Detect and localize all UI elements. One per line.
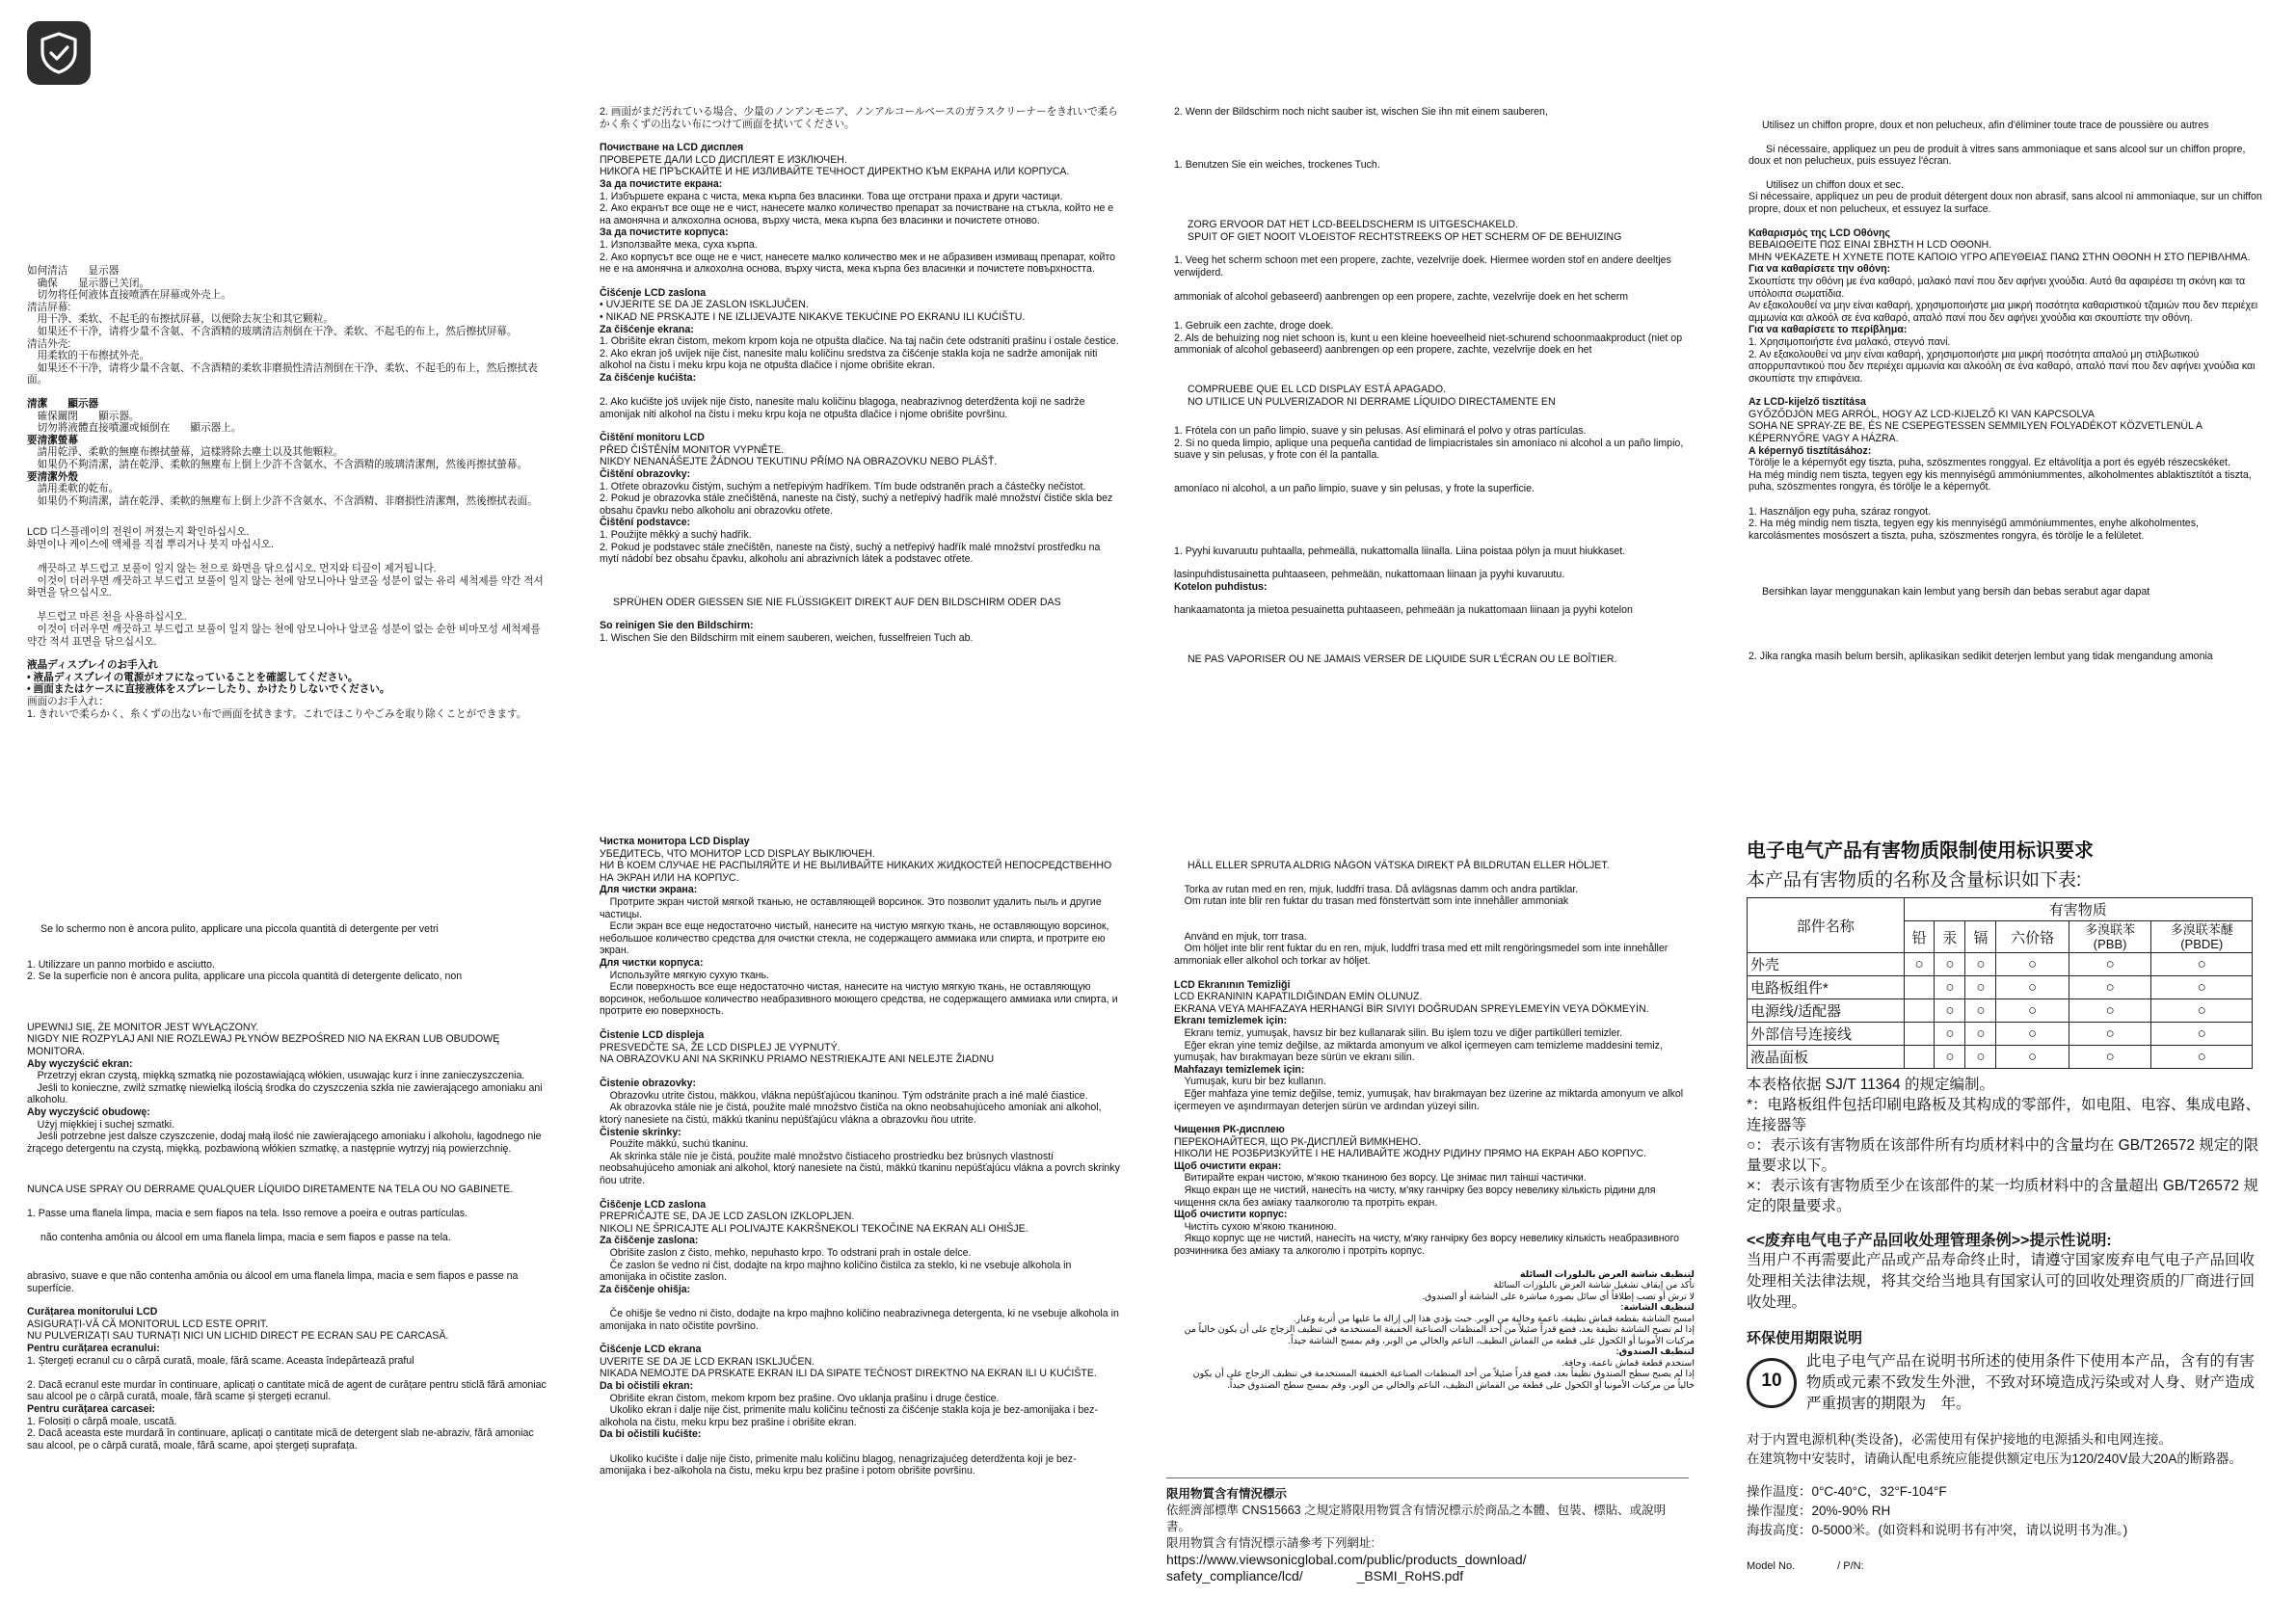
rohs-note: 本表格依据 SJ/T 11364 的规定编制。	[1747, 1077, 1994, 1093]
rohs-mark: ○	[1904, 953, 1935, 976]
es-warning: COMPRUEBE QUE EL LCD DISPLAY ESTÁ APAGADO. NO UTILICE UN PULVERIZADOR NI DERRAME LÍQUIDO DIRECTAMENTE EN	[1188, 383, 1556, 408]
rohs-sub-pbde: 多溴联苯醚 (PBDE)	[2151, 921, 2253, 953]
fi-step-1: 1. Pyyhi kuvaruutu puhtaalla, pehmeällä, nukattomalla liinalla. Liina poistaa pölyn ja muut hiukkaset.	[1174, 545, 1626, 557]
shield-logo	[27, 21, 91, 85]
table-row	[1748, 953, 2253, 976]
table-row	[1748, 1023, 2253, 1046]
rohs-mark: ○	[1965, 1023, 1996, 1046]
sv-screen: Torka av rutan med en ren, mjuk, luddfri trasa. Då avlägsnas damm och andra partiklar. Om rutan inte blir ren fuktar du trasan med fönstertvätt som inte innehåller ammoniak	[1174, 883, 1579, 908]
fr-screen-1: Utilisez un chiffon propre, doux et non pelucheux, afin d'éliminer toute trace de poussière ou autres	[1762, 120, 2209, 131]
rohs-mark: ○	[2151, 976, 2253, 999]
rohs-part: 电源线/适配器	[1748, 999, 1905, 1023]
env-body: 此电子电气产品在说明书所述的使用条件下使用本产品，含有的有害物质或元素不致发生外泄，不致对环境造成污染或对人身、财产造成严重损害的期限为 年。	[1806, 1353, 2256, 1412]
rohs-mark: ○	[2069, 953, 2151, 976]
rohs-mark: ○	[2069, 976, 2151, 999]
power-notes	[1747, 1430, 2267, 1469]
rohs-mark: ○	[2151, 953, 2253, 976]
tw-bsmi-url-1: https://www.viewsonicglobal.com/public/products_download/	[1166, 1552, 1527, 1567]
de-case-1: 1. Benutzen Sie ein weiches, trockenes Tuch.	[1174, 158, 1380, 171]
ro-cleaning: Curățarea monitorului LCD ASIGURAȚI-VĂ CĂ MONITORUL LCD ESTE OPRIT. NU PULVERIZAȚI SAU TURNAȚI NICI UN LICHID DIRECT PE ECRAN SAU PE CARCASĂ. Pentru curățarea ecranului: 1. Ștergeți ecranul cu o cârpă curată, moale, fără scame. Aceasta îndepărtează praful 2. Dacă ecranul este murdar în continuare, aplicați o cantitate mică de agent de curățare pentru sticlă fără amoniac sau alcool pe o cârpă curată, moale, fără scame și ștergeți ecranul. Pentru curățarea carcasei: 1. Folosiți o cârpă moale, uscată. 2. Dacă aceasta este murdară în continuare, aplicați o cantitate mică de detergent slab ne-abraziv, fără amoniac sau alcool, pe o cârpă curată, moale, fără scame, apoi ștergeți suprafața.	[27, 1306, 547, 1451]
rohs-mark: ○	[1965, 976, 1996, 999]
rohs-mark: ○	[1965, 953, 1996, 976]
rohs-sub-pb: 铅	[1904, 921, 1935, 953]
rohs-mark	[1904, 976, 1935, 999]
sv-warning: HÄLL ELLER SPRUTA ALDRIG NÅGON VÄTSKA DIREKT PÅ BILDRUTAN ELLER HÖLJET.	[1188, 860, 1610, 871]
rohs-mark	[1904, 1023, 1935, 1046]
rohs-part: 外壳	[1748, 953, 1905, 976]
recycle-title: <<废弃电气电子产品回收处理管理条例>>提示性说明:	[1747, 1233, 2112, 1249]
column-3-top	[1174, 106, 1695, 677]
column-3-bottom	[1174, 860, 1695, 1402]
pt-step-2: não contenha amônia ou álcool em uma flanela limpa, macia e sem fiapos e passe na tela.	[40, 1231, 451, 1243]
rohs-mark: ○	[1935, 976, 1965, 999]
power-note: 对于内置电源机种(类设备)，必需使用有保护接地的电源插头和电网连接。	[1747, 1432, 2172, 1447]
rohs-part: 电路板组件*	[1748, 976, 1905, 999]
pt-step-3: abrasivo, suave e que não contenha amônia ou álcool em uma flanela limpa, macia e sem fiapos e passe na superfície.	[27, 1270, 519, 1294]
rohs-mark: ○	[1996, 953, 2069, 976]
power-note: 在建筑物中安装时，请确认配电系统应能提供额定电压为120/240V最大20A的断路器。	[1747, 1451, 2242, 1466]
rohs-mark: ○	[1935, 953, 1965, 976]
ja-cleaning: 液晶ディスプレイのお手入れ • 液晶ディスプレイの電源がオフになっていることを確認してください。 • 画面またはケースに直接液体をスプレーしたり、かけたりしないでください。 画面のお手入れ： 1. きれいで柔らかく、糸くずの出ない布で画面を拭きます。これでほこりやごみを取り除くことができます。	[27, 659, 527, 720]
rohs-notes	[1747, 1075, 2267, 1216]
tw-bsmi-line-1: 依經濟部標準 CNS15663 之規定將限用物質含有情況標示於商品之本體、包裝、標貼、或說明書。	[1166, 1504, 1667, 1533]
el-cleaning: Καθαρισμός της LCD Οθόνης ΒΕΒΑΙΩΘΕΙΤΕ ΠΩΣ ΕΙΝΑΙ ΣΒΗΣΤΗ Η LCD ΟΘΟΝΗ. ΜΗΝ ΨΕΚΑΖΕΤΕ Η ΧΥΝΕΤΕ ΠΟΤΕ ΚΑΠΟΙΟ ΥΓΡΟ ΑΠΕΥΘΕΙΑΣ ΠΑΝΩ ΣΤΗΝ ΟΘΟΝΗ Η ΣΤΟ ΠΕΡΙΒΛΗΜΑ. Για να καθαρίσετε την οθόνη: Σκουπίστε την οθόνη με ένα καθαρό, μαλακό πανί που δεν αφήνει χνούδια. Αυτό θα αφαιρέσει τη σκόνη και τα υπόλοιπα σωματίδια. Αν εξακολουθεί να μην είναι καθαρή, χρησιμοποιήστε μια μικρή ποσότητα καθαριστικού τζαμιών που δεν περιέχει αμμωνία και αλκοόλ σε ένα καθαρό, απαλό πανί που δεν αφήνει χνούδια και σκουπίστε την οθόνη. Για να καθαρίσετε το περίβλημα: 1. Χρησιμοποιήστε ένα μαλακό, στεγνό πανί. 2. Αν εξακολουθεί να μην είναι καθαρή, χρησιμοποιήστε μια μικρή ποσότητα απαλού μη στιλβωτικού απορρυπαντικού που δεν περιέχει αμμωνία και αλκοόλη σε ένα καθαρό, απαλό πανί που δεν αφήνει χνούδια και σκουπίστε την επιφάνεια.	[1749, 226, 2258, 385]
zh-cn-cleaning: 如何清洁 显示器 确保 显示器已关闭。 切勿将任何液体直接喷洒在屏幕或外壳上。 清洁屏幕: 用干净、柔软、不起毛的布擦拭屏幕，以便除去灰尘和其它颗粒。 如果还不干净，请将少量不含氨、不含酒精的玻璃清洁剂倒在干净、柔软、不起毛的布上，然后擦拭屏幕。 清洁外壳: 用柔软的干布擦拭外壳。 如果还不干净，请将少量不含氨、不含酒精的柔软非磨损性清洁剂倒在干净、柔软、不起毛的布上，然后擦拭表面。	[27, 265, 538, 386]
nl-warning: ZORG ERVOOR DAT HET LCD-BEELDSCHERM IS UITGESCHAKELD. SPUIT OF GIET NOOIT VLOEISTOF RECHTSTREEKS OP HET SCHERM OF DE BEHUIZING	[1188, 219, 1622, 243]
table-row	[1748, 1046, 2253, 1069]
pt-step-1: 1. Passe uma flanela limpa, macia e sem fiapos na tela. Isso remove a poeira e outras partículas.	[27, 1207, 467, 1219]
rohs-part: 液晶面板	[1748, 1046, 1905, 1069]
de-step-2: 2. Wenn der Bildschirm noch nicht sauber ist, wischen Sie ihn mit einem sauberen,	[1174, 106, 1548, 118]
rohs-mark: ○	[2151, 1023, 2253, 1046]
bg-cleaning: Почистване на LCD дисплея ПРОВЕРЕТЕ ДАЛИ LCD ДИСПЛЕЯТ Е ИЗКЛЮЧЕН. НИКОГА НЕ ПРЪСКАЙТЕ И НЕ ИЗЛИВАЙТЕ ТЕЧНОСТ ДИРЕКТНО КЪМ ЕКРАНА ИЛИ КОРПУСА. За да почистите екрана: 1. Избършете екрана с чиста, мека кърпа без власинки. Това ще отстрани праха и други частици. 2. Ако екранът все още не е чист, нанесете малко количество препарат за почистване на стъкла, който не е на амонячна и алкохолна основа, върху чиста, мека кърпа без власинки и почистете отново. За да почистите корпуса: 1. Използвайте мека, суха кърпа. 2. Ако корпусът все още не е чист, нанесете малко количество мек и не абразивен измиващ препарат, който не е на амонячна и алкохолна основа, върху чиста, мека кърпа без власинки и почистете повърхността.	[600, 142, 1116, 276]
sk-cleaning: Čistenie LCD displeja PRESVEDČTE SA, ŽE LCD DISPLEJ JE VYPNUTÝ. NA OBRAZOVKU ANI NA SKRINKU PRIAMO NESTRIEKAJTE ANI NELEJTE ŽIADNU Čistenie obrazovky: Obrazovku utrite čistou, mäkkou, vláknа nepúšťajúcou tkaninou. Tým odstránite prach a iné malé čiastice. Ak obrazovka stále nie je čistá, použite malé množstvo čističa na okno neobsahujúceho amoniak ani alkohol, ktorý nanesiete na čistú, mäkkú tkaninu nepúšťajúcu vlákna a obrazovku ňou utrite. Čistenie skrinky: Použite mäkkú, suchú tkaninu. Ak skrinka stále nie je čistá, použite malé množstvo čistiaceho prostriedku bez brúsnych vlastností neobsahujúceho amoniak ani alkohol, ktorý nanesiete na čistú, mäkkú tkaninu nepúšťajúcu vlákna a povrch skrinky ňou utrite.	[600, 1028, 1120, 1187]
de-warning: SPRÜHEN ODER GIESSEN SIE NIE FLÜSSIGKEIT DIREKT AUF DEN BILDSCHIRM ODER DAS	[613, 596, 1061, 608]
op-temp: 操作温度：0°C-40°C，32°F-104°F	[1747, 1484, 1947, 1499]
cs-cleaning: Čištění monitoru LCD PŘED ČIŠTĚNÍM MONITOR VYPNĚTE. NIKDY NENANÁŠEJTE ŽÁDNOU TEKUTINU PŘÍMO NA OBRAZOVKU NEBO PLÁŠŤ. Čištění obrazovky: 1. Otřete obrazovku čistým, suchým a netřepivým hadříkem. Tím bude odstraněn prach a částečky nečistot. 2. Pokud je obrazovka stále znečištěná, naneste na čistý, suchý a netřepivý hadřík malé množství čističe skla bez obsahu čpavku nebo alkoholu ani obrazovku otřete. Čištění podstavce: 1. Použijte měkký a suchý hadřík. 2. Pokud je podstavec stále znečištěn, naneste na čistý, suchý a netřepivý hadřík malé množství prostředku na mytí nádobí bez obsahu čpavku, alkoholu ani abrazivních látek a podstavec otřete.	[600, 432, 1113, 566]
tw-bsmi-box	[1166, 1478, 1689, 1602]
ru-cleaning: Чистка монитора LCD Display УБЕДИТЕСЬ, ЧТО МОНИТОР LCD DISPLAY ВЫКЛЮЧЕН. НИ В КОЕМ СЛУЧАЕ НЕ РАСПЫЛЯЙТЕ И НЕ ВЫЛИВАЙТЕ НИКАКИХ ЖИДКОСТЕЙ НЕПОСРЕДСТВЕННО НА ЭКРАН ИЛИ НА КОРПУС. Для чистки экрана: Протрите экран чистой мягкой тканью, не оставляющей ворсинок. Это позволит удалить пыль и другие частицы. Если экран все еще недостаточно чистый, нанесите на чистую мягкую ткань, не оставляющую ворсинок, небольшое количество средства для очистки стекла, не содержащего аммиака или спирта, и протрите ею экран. Для чистки корпуса: Используйте мягкую сухую ткань. Если поверхность все еще недостаточно чистая, нанесите на чистую мягкую ткань, не оставляющую ворсинок, небольшое количество неабразивного моющего средства, не содержащего аммиака или спирта, и протрите ею поверхность.	[600, 836, 1118, 1018]
sr-cleaning: Čišćenje LCD ekrana UVERITE SE DA JE LCD EKRAN ISKLJUČEN. NIKADA NEMOJTE DA PRSKATE EKRAN ILI DA SIPATE TEČNOST DIREKTNO NA EKRAN ILI U KUĆIŠTE. Da bi očistili ekran: Obrišite ekran čistom, mekom krpom bez prašine. Ovo uklanja prašinu i druge čestice. Ukoliko ekran i dalje nije čist, primenite malu količinu tečnosti za čišćenje stakla koja je bez-amonijaka i bez-alkohola na čistu, meku krpu bez prašine i obrišite ekran. Da bi očistili kućište: Ukoliko kućište i dalje nije čisto, primenite malu količinu blagog, nenagrizajućeg deterdženta koji je bez-amonijaka i bez-alkohola na čistu, meku krpu bez prašine i potom obrišite površinu.	[600, 1344, 1098, 1478]
nl-step-2: ammoniak of alcohol gebaseerd) aanbrengen op een propere, zachte, vezelvrije doek en het scherm	[1174, 290, 1629, 303]
es-case: amoníaco ni alcohol, a un paño limpio, suave y sin pelusas, y frote la superficie.	[1174, 482, 1535, 494]
hr-cleaning: Čišćenje LCD zaslona • UVJERITE SE DA JE ZASLON ISKLJUČEN. • NIKAD NE PRSKAJTE I NE IZLIJEVAJTE NIKAKVE TEKUĆINE PO EKRANU ILI KUĆIŠTU. Za čišćenje ekrana: 1. Obrišite ekran čistom, mekom krpom koja ne otpušta dlačice. Na taj način ćete odstraniti prašinu i ostale čestice. 2. Ako ekran još uvijek nije čist, nanesite malu količinu sredstva za čišćenje stakla koja ne sadrže amonijak niti alkohol na čistu i meku krpu koja ne otpušta dlačice i njome obrišite ekran. Za čišćenje kućišta: 2. Ako kućište još uvijek nije čisto, nanesite malu količinu blagoga, neabrazivnog deterdženta koji ne sadrže amonijak niti alkohol na čistu i meku krpu koja ne otpušta dlačice i njome obrišite površinu.	[600, 286, 1119, 420]
rohs-header-part: 部件名称	[1748, 898, 1905, 953]
shield-check-icon	[38, 31, 80, 75]
operating-specs	[1747, 1482, 2267, 1540]
rohs-mark: ○	[2151, 999, 2253, 1023]
table-row	[1748, 999, 2253, 1023]
rohs-mark: ○	[1965, 999, 1996, 1023]
rohs-mark: ○	[1996, 999, 2069, 1023]
uk-cleaning: Чищення РК-дисплею ПЕРЕКОНАЙТЕСЯ, ЩО РК-ДИСПЛЕЙ ВИМКНЕНО. НІКОЛИ НЕ РОЗБРИЗКУЙТЕ І НЕ НАЛИВАЙТЕ ЖОДНУ РІДИНУ ПРЯМО НА ЕКРАН АБО КОРПУС. Щоб очистити екран: Витирайте екран чистою, м'якою тканиною без ворсу. Це знімає пил таінші частички. Якщо екран ще не чистий, нанесіть на чисту, м'яку ганчірку без ворсу невелику кількість рідини для чищення скла без аміаку таалкоголю та протріть екран. Щоб очистити корпус: Чистіть сухою м'якою тканиною. Якщо корпус ще не чистий, нанесіть на чисту, м'яку ганчірку без ворсу невелику кількість неабразивного розчинника без аміаку та алкоголю і протріть корпус.	[1174, 1124, 1680, 1258]
rohs-mark	[1904, 1046, 1935, 1069]
rohs-mark: ○	[1935, 1023, 1965, 1046]
fi-case: hankaamatonta ja mietoa pesuainetta puhtaaseen, pehmeään ja nukattomaan liinaan ja pyyhi kotelon	[1174, 604, 1633, 617]
epup-10-icon: 10	[1747, 1358, 1797, 1408]
column-2-top	[600, 106, 1120, 656]
rohs-sub-cr6: 六价铬	[1996, 921, 2069, 953]
id-case: 2. Jika rangka masih belum bersih, aplikasikan sedikit deterjen lembut yang tidak mengandung amonia	[1749, 651, 2213, 662]
hu-cleaning: Az LCD-kijelző tisztítása GYŐZŐDJÖN MEG ARRÓL, HOGY AZ LCD-KIJELZŐ KI VAN KAPCSOLVA SOHA NE SPRAY-ZE BE, ÉS NE CSEPEGTESSEN SEMMILYEN FOLYADÉKOT KÖZVETLENÜL A KÉPERNYŐRE VAGY A HÁZRA. A képernyő tisztításához: Törölje le a képernyőt egy tiszta, puha, szöszmentes ronggyal. Ez eltávolítja a port és egyéb részecskéket. Ha még mindig nem tiszta, tegyen egy kis mennyiségű ammóniummentes, alkoholmentes ablaktisztítót a tiszta, puha, szöszmentes rongyra, és törölje le a képernyőt. 1. Használjon egy puha, száraz rongyot. 2. Ha még mindig nem tiszta, tegyen egy kis mennyiségű ammóniummentes, enyhe alkoholmentes, karcolásmentes mosószert a tiszta, puha, szöszmentes rongyra, és törölje le a felületet.	[1749, 396, 2252, 542]
rohs-sub-hg: 汞	[1935, 921, 1965, 953]
env-row	[1747, 1351, 2267, 1415]
rohs-mark: ○	[1996, 976, 2069, 999]
tw-bsmi-title: 限用物質含有情況標示	[1166, 1487, 1288, 1501]
rohs-mark	[1904, 999, 1935, 1023]
rohs-section	[1747, 835, 2267, 1573]
nl-case: 1. Gebruik een zachte, droge doek. 2. Als de behuizing nog niet schoon is, kunt u een kleine hoeveelheid niet-schurend schoonmaakproduct (niet op ammoniak of alcohol gebaseerd) aanbrengen op een propere, zachte, vezelvrije doek en het	[1174, 320, 1683, 357]
rohs-mark: ○	[2151, 1046, 2253, 1069]
rohs-note: ×：表示该有害物质至少在该部件的某一均质材料中的含量超出 GB/T26572 规定的限量要求。	[1747, 1178, 2258, 1214]
rohs-mark: ○	[1935, 999, 1965, 1023]
zh-tw-cleaning: 清潔 顯示器 確保關閉 顯示器。 切勿將液體直接噴灑或傾倒在 顯示器上。 要清潔螢幕 請用乾淨、柔軟的無塵布擦拭螢幕，這樣將除去塵土以及其他顆粒。 如果仍不夠清潔，請在乾淨、柔軟的無塵布上倒上少許不含氨水、不含酒精的玻璃清潔劑，然後再擦拭螢幕。 要清潔外殼 請用柔軟的乾布。 如果仍不夠清潔，請在乾淨、柔軟的無塵布上倒上少許不含氨水、不含酒精、非磨損性清潔劑，然後擦拭表面。	[27, 397, 538, 507]
op-altitude: 海拔高度：0-5000米。(如资料和说明书有冲突，请以说明书为准。)	[1747, 1523, 2128, 1537]
op-humidity: 操作湿度：20%-90% RH	[1747, 1504, 1891, 1518]
de-screen: So reinigen Sie den Bildschirm: 1. Wischen Sie den Bildschirm mit einem sauberen, weichen, fusselfreien Tuch ab.	[600, 620, 974, 644]
rohs-note: *：电路板组件包括印刷电路板及其构成的零部件，如电阻、电容、集成电路、连接器等	[1747, 1097, 2261, 1133]
fr-warning: NE PAS VAPORISER OU NE JAMAIS VERSER DE LIQUIDE SUR L'ÉCRAN OU LE BOÎTIER.	[1188, 652, 1617, 665]
ar-cleaning: لتنظيف شاشة العرض بالبلورات السائلة تأكد من إيقاف تشغيل شاشة العرض بالبلورات السائلة لا ترش أو تصب إطلاقاً أي سائل بصورة مباشرة على الشاشة أو الصندوق. لتنظيف الشاشة: امسح الشاشة بقطعة قماش نظيفة، ناعمة وخالية من الوبر. حيث يؤدي هذا إلى إزالة ما عليها من أتربة وغبار. إذا لم تصبح الشاشة نظيفة بعد، فضع قدراً ضئيلاً من أحد المنظفات الصناعية الخفيفة المستخدمة في تنظيف الزجاج على أن يكون خالياً من مركبات الأمونيا أو الكحول على قطعة من القماش النظيف، الناعم والخالي من الوبر، وقم بمسح الشاشة جيداً. لتنظيف الصندوق: استخدم قطعة قماش ناعمة، وجافة. إذا لم يصبح سطح الصندوق نظيفاً بعد، فضع قدراً ضئيلاً من أحد المنظفات الصناعية الخفيفة المستخدمة في تنظيف الزجاج على أن يكون خالياً من مركبات الأمونيا أو الكحول على قطعة من القماش النظيف، الناعم والخالي من الوبر، وقم بمسح سطح الصندوق جيداً.	[1184, 1268, 1695, 1391]
sl-cleaning: Čiščenje LCD zaslona PREPRIČAJTE SE, DA JE LCD ZASLON IZKLOPLJEN. NIKOLI NE ŠPRICAJTE ALI POLIVAJTE KAKRŠNEKOLI TEKOČINE NA EKRAN ALI OHIŠJE. Za čiščenje zaslona: Obrišite zaslon z čisto, mehko, nepuhasto krpo. To odstrani prah in ostale delce. Če zaslon še vedno ni čist, dodajte na krpo majhno količino čistilca za steklo, ki ne vsebuje alkohola in amonijaka in očistite zaslon. Za čiščenje ohišja: Če ohišje še vedno ni čisto, dodajte na krpo majhno količino neabrazivnega detergenta, ki ne vsebuje alkohola in amonijaka in nato očistite površino.	[600, 1198, 1119, 1332]
id-screen: Bersihkan layar menggunakan kain lembut yang bersih dan bebas serabut agar dapat	[1762, 586, 2150, 599]
column-4-top	[1749, 120, 2269, 675]
rohs-part: 外部信号连接线	[1748, 1023, 1905, 1046]
nl-step-1: 1. Veeg het scherm schoon met een propere, zachte, vezelvrije doek. Hiermee worden stof en andere deeltjes verwijderd.	[1174, 254, 1671, 279]
it-cleaning: Se lo schermo non è ancora pulito, applicare una piccola quantità di detergente per vetri	[40, 923, 439, 935]
tw-bsmi-line-2: 限用物質含有情況標示請參考下列網址:	[1166, 1536, 1375, 1550]
column-1-top	[27, 265, 547, 732]
rohs-mark: ○	[2069, 999, 2151, 1023]
rohs-mark: ○	[1935, 1046, 1965, 1069]
rohs-mark: ○	[1965, 1046, 1996, 1069]
recycle-body: 当用户不再需要此产品或产品寿命终止时，请遵守国家废弃电气电子产品回收处理相关法律法规，将其交给当地具有国家认可的回收处理资质的厂商进行回收处理。	[1747, 1252, 2256, 1311]
table-row	[1748, 976, 2253, 999]
rohs-mark: ○	[2069, 1046, 2151, 1069]
ja-step-2: 2. 画面がまだ汚れている場合、少量のノンアンモニア、ノンアルコールベースのガラスクリーナーをきれいで柔らかく糸くずの出ない布につけて画面を拭いてください。	[600, 106, 1118, 130]
fr-screen-2: Si nécessaire, appliquez un peu de produit à vitres sans ammoniaque et sans alcool sur un chiffon propre, doux et non pelucheux, puis essuyez l'écran.	[1749, 143, 2246, 168]
model-number: Model No. / P/N:	[1747, 1560, 1864, 1572]
it-cleaning-2: 1. Utilizzare un panno morbido e asciutto. 2. Se la superficie non è ancora pulita, applicare una piccola quantità di detergente delicato, non	[27, 958, 463, 983]
column-2-bottom	[600, 836, 1120, 1489]
rohs-note: ○：表示该有害物质在该部件所有均质材料中的含量均在 GB/T26572 规定的限量要求以下。	[1747, 1137, 2259, 1174]
rohs-header-group: 有害物质	[1904, 898, 2252, 921]
fr-case: Utilisez un chiffon doux et sec. Si nécessaire, appliquez un peu de produit détergent doux non abrasif, sans alcool ni ammoniaque, sur un chiffon propre, doux et non pelucheux, et essuyez la surface.	[1749, 178, 2262, 215]
rohs-mark: ○	[1996, 1023, 2069, 1046]
env-title: 环保使用期限说明	[1747, 1330, 1863, 1346]
rohs-title: 电子电气产品有害物质限制使用标识要求	[1747, 840, 2094, 862]
rohs-sub-pbb: 多溴联苯 (PBB)	[2069, 921, 2151, 953]
rohs-sub-cd: 镉	[1965, 921, 1996, 953]
rohs-subtitle: 本产品有害物质的名称及含量标识如下表:	[1747, 870, 2082, 891]
es-screen: 1. Frótela con un paño limpio, suave y sin pelusas. Así eliminará el polvo y otras partículas. 2. Si no queda limpio, aplique una pequeña cantidad de limpiacristales sin amoníaco ni alcohol a un paño limpio, suave y sin pelusas, y frote con él la pantalla.	[1174, 425, 1684, 462]
sv-case: Använd en mjuk, torr trasa. Om höljet inte blir rent fuktar du en ren, mjuk, luddfri trasa med ett milt rengöringsmedel som inte innehåller ammoniak eller alkohol och torkar av höljet.	[1174, 930, 1669, 967]
ko-cleaning: LCD 디스플레이의 전원이 꺼졌는지 확인하십시오. 화면이나 케이스에 액체를 직접 뿌리거나 붓지 마십시오. 깨끗하고 부드럽고 보풀이 일지 않는 천으로 화면을 닦으십시오. 먼지와 티끌이 제거됩니다. 이것이 더러우면 깨끗하고 부드럽고 보풀이 일지 않는 천에 암모니아나 알코올 성분이 없는 유리 세척제를 약간 적셔 화면을 닦으십시오. 부드럽고 마른 천을 사용하십시오. 이것이 더러우면 깨끗하고 부드럽고 보풀이 일지 않는 천에 암모니아나 알코올 성분이 없는 순한 비마모성 세척제를 약간 적셔 표면을 닦으십시오.	[27, 526, 544, 648]
fi-step-2: lasinpuhdistusainetta puhtaaseen, pehmeään, nukattomaan liinaan ja pyyhi kuvaruutu. Kotelon puhdistus:	[1174, 569, 1565, 593]
tr-cleaning: LCD Ekranının Temizliği LCD EKRANININ KAPATILDIĞINDAN EMİN OLUNUZ. EKRANA VEYA MAHFAZAYA HERHANGİ BİR SIVIYI DOĞRUDAN SPREYLEMEYİN VEYA DÖKMEYİN. Ekranı temizlemek için: Ekranı temiz, yumuşak, havsız bir bez kullanarak silin. Bu işlem tozu ve diğer partikülleri temizler. Eğer ekran yine temiz değilse, az miktarda amonyum ve alkol içermeyen cam temizleme maddesini temiz, yumuşak, hav bırakmayan beze sürün ve ekranı silin. Mahfazayı temizlemek için: Yumuşak, kuru bir bez kullanın. Eğer mahfaza yine temiz değilse, temiz, yumuşak, hav bırakmayan bez üzerine az miktarda amonyum ve alkol içermeyen ve aşındırmayan deterjen sürün ve ardından yüzeyi silin.	[1174, 978, 1684, 1112]
pt-warning: NUNCA USE SPRAY OU DERRAME QUALQUER LÍQUIDO DIRETAMENTE NA TELA OU NO GABINETE.	[27, 1184, 514, 1196]
tw-bsmi-url-2: safety_compliance/lcd/ _BSMI_RoHS.pdf	[1166, 1568, 1464, 1584]
pl-cleaning: UPEWNIJ SIĘ, ŻE MONITOR JEST WYŁĄCZONY. NIGDY NIE ROZPYLAJ ANI NIE ROZLEWAJ PŁYNÓW BEZPOŚRED NIO NA EKRAN LUB OBUDOWĘ MONITORA. Aby wyczyścić ekran: Przetrzyj ekran czystą, miękką szmatką nie pozostawiającą włókien, usuwając kurz i inne zanieczyszczenia. Jeśli to konieczne, zwilż szmatkę niewielką ilością środka do czyszczenia szkła nie zawierającego amoniaku ani alkoholu. Aby wyczyścić obudowę: Użyj miękkiej i suchej szmatki. Jeśli potrzebne jest dalsze czyszczenie, dodaj małą ilość nie zawierającego amoniaku i alkoholu, łagodnego nie żrącego detergentu na czystą, miękką, pozbawioną włókien szmatkę, a następnie wytrzyj nią powierzchnię.	[27, 1021, 543, 1155]
rohs-mark: ○	[2069, 1023, 2151, 1046]
rohs-table	[1747, 897, 2253, 1069]
rohs-mark: ○	[1996, 1046, 2069, 1069]
column-1-bottom	[27, 923, 547, 1463]
